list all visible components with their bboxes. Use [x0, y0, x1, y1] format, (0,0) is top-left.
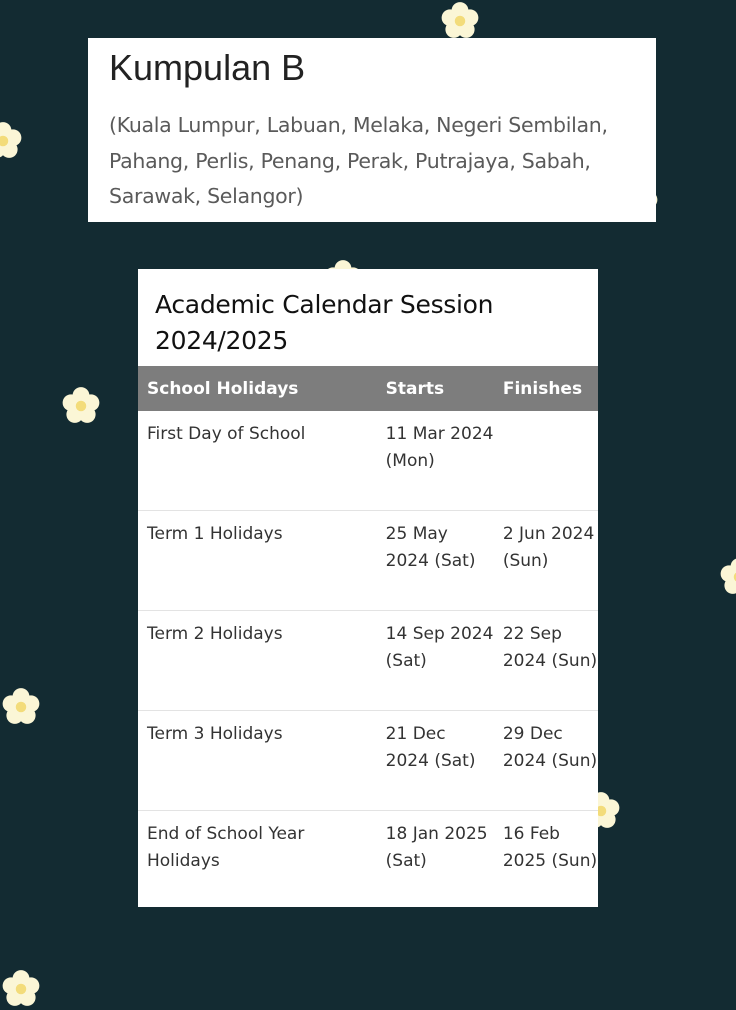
table-row [138, 611, 598, 711]
column-header-finishes: Finishes [494, 366, 598, 411]
calendar-title: Academic Calendar Session 2024/2025 [155, 290, 494, 355]
table-row [138, 511, 598, 611]
column-header-holidays: School Holidays [138, 366, 377, 411]
holiday-name-cell: Term 2 Holidays [138, 611, 377, 711]
holidays-table [138, 366, 598, 910]
start-date-cell: 25 May 2024 (Sat) [377, 511, 494, 611]
group-header-card [88, 38, 656, 222]
flower-decoration-icon [718, 556, 736, 598]
flower-decoration-icon [0, 968, 42, 1010]
holiday-name-cell: First Day of School [147, 424, 306, 444]
group-title: Kumpulan B [109, 47, 306, 88]
column-header-starts: Starts [377, 366, 494, 411]
finish-date-cell: 29 Dec 2024 (Sun) [494, 711, 598, 811]
group-regions-text: (Kuala Lumpur, Labuan, Melaka, Negeri Sembilan, Pahang, Perlis, Penang, Perak, Putrajaya, Sabah, Sarawak, Selangor) [109, 113, 608, 208]
start-date-cell: 18 Jan 2025 (Sat) [377, 811, 494, 911]
flower-decoration-icon [0, 686, 42, 728]
start-date-cell: 21 Dec 2024 (Sat) [377, 711, 494, 811]
table-row [138, 711, 598, 811]
finish-date-cell: 2 Jun 2024 (Sun) [494, 511, 598, 611]
table-row [138, 411, 598, 511]
table-row [138, 811, 598, 911]
finish-date-cell: 16 Feb 2025 (Sun) [494, 811, 598, 911]
finish-date-cell: 22 Sep 2024 (Sun) [494, 611, 598, 711]
holiday-name-cell: Term 1 Holidays [138, 511, 377, 611]
finish-date-cell [494, 411, 598, 511]
flower-decoration-icon [439, 0, 481, 42]
holiday-name-cell: End of School Year Holidays [138, 811, 377, 911]
flower-decoration-icon [0, 120, 24, 162]
holiday-name-cell: Term 3 Holidays [138, 711, 377, 811]
academic-calendar-card [138, 269, 598, 907]
start-date-cell: 14 Sep 2024 (Sat) [377, 611, 494, 711]
table-header-row [138, 366, 598, 411]
start-date-cell: 11 Mar 2024 (Mon) [385, 424, 494, 471]
flower-decoration-icon [60, 385, 102, 427]
